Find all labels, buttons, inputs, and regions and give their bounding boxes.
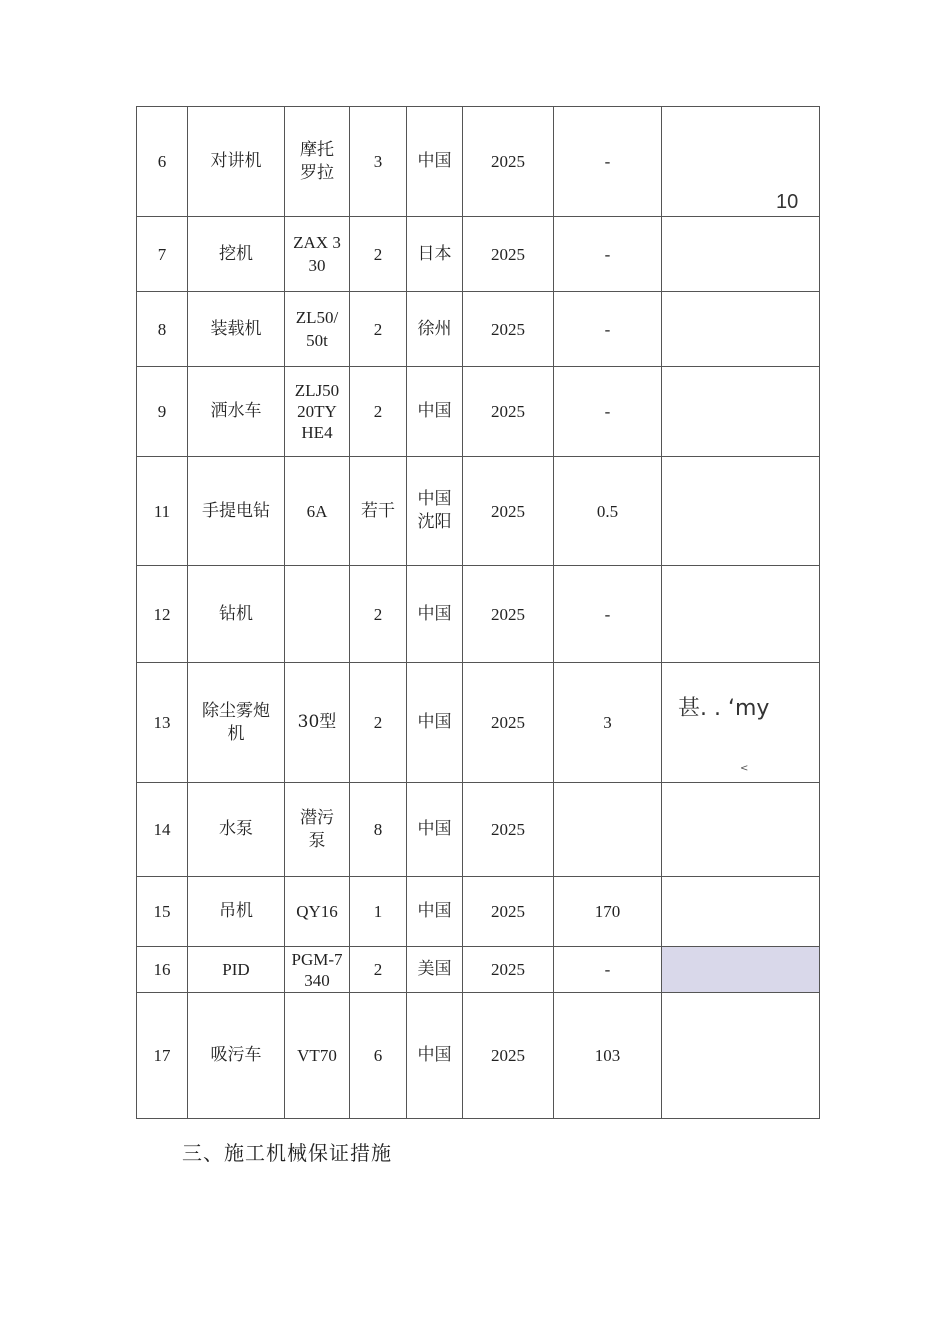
- equipment-origin: 中国: [407, 663, 463, 783]
- table-row: [137, 783, 820, 877]
- table-row: [137, 457, 820, 566]
- row-number: 16: [137, 947, 188, 993]
- table-row: [137, 217, 820, 292]
- equipment-origin: 美国: [407, 947, 463, 993]
- equipment-power: -: [554, 292, 662, 367]
- equipment-year: 2025: [463, 292, 554, 367]
- equipment-power: -: [554, 947, 662, 993]
- equipment-power: 103: [554, 993, 662, 1119]
- equipment-note: [662, 877, 820, 947]
- equipment-origin: 中国: [407, 566, 463, 663]
- equipment-year: 2025: [463, 457, 554, 566]
- equipment-name: 水泵: [188, 783, 285, 877]
- equipment-origin: 徐州: [407, 292, 463, 367]
- equipment-name: 手提电钻: [188, 457, 285, 566]
- equipment-model: [285, 566, 350, 663]
- equipment-model: ZAX 330: [285, 217, 350, 292]
- equipment-note-shaded: [662, 947, 820, 993]
- equipment-model: PGM-7340: [285, 947, 350, 993]
- equipment-origin: 中国: [407, 877, 463, 947]
- equipment-origin: 中国: [407, 783, 463, 877]
- equipment-origin: 中国: [407, 993, 463, 1119]
- equipment-name: 除尘雾炮机: [188, 663, 285, 783]
- equipment-qty: 2: [350, 947, 407, 993]
- table-row: [137, 993, 820, 1119]
- table-row: [137, 877, 820, 947]
- equipment-name: 挖机: [188, 217, 285, 292]
- equipment-qty: 2: [350, 217, 407, 292]
- equipment-year: 2025: [463, 783, 554, 877]
- equipment-note: [662, 292, 820, 367]
- equipment-power: -: [554, 566, 662, 663]
- row-number: 8: [137, 292, 188, 367]
- table-row: [137, 292, 820, 367]
- equipment-model: ZL50/ 50t: [285, 292, 350, 367]
- equipment-qty: 2: [350, 566, 407, 663]
- equipment-power: 3: [554, 663, 662, 783]
- row-number: 17: [137, 993, 188, 1119]
- table-row: [137, 947, 820, 993]
- table-row: [137, 663, 820, 783]
- equipment-qty: 8: [350, 783, 407, 877]
- equipment-name: 吊机: [188, 877, 285, 947]
- equipment-note: [662, 566, 820, 663]
- section-heading: 三、施工机械保证措施: [182, 1141, 392, 1165]
- equipment-power: -: [554, 367, 662, 457]
- equipment-origin: 中国: [407, 107, 463, 217]
- equipment-name: 对讲机: [188, 107, 285, 217]
- equipment-qty: 2: [350, 663, 407, 783]
- equipment-note: [662, 367, 820, 457]
- equipment-note: [662, 457, 820, 566]
- table-row: [137, 367, 820, 457]
- equipment-qty: 2: [350, 292, 407, 367]
- equipment-power: -: [554, 107, 662, 217]
- equipment-year: 2025: [463, 566, 554, 663]
- equipment-qty: 3: [350, 107, 407, 217]
- equipment-qty: 2: [350, 367, 407, 457]
- equipment-year: 2025: [463, 993, 554, 1119]
- equipment-qty: 若干: [350, 457, 407, 566]
- equipment-note: [662, 217, 820, 292]
- equipment-table: [136, 106, 820, 1119]
- equipment-note: [662, 993, 820, 1119]
- equipment-year: 2025: [463, 217, 554, 292]
- row-number: 14: [137, 783, 188, 877]
- note-mark: <: [740, 763, 749, 774]
- equipment-name: 洒水车: [188, 367, 285, 457]
- row-number: 12: [137, 566, 188, 663]
- equipment-year: 2025: [463, 947, 554, 993]
- equipment-model: ZLJ5020TYHE4: [285, 367, 350, 457]
- table-row: [137, 107, 820, 217]
- equipment-year: 2025: [463, 107, 554, 217]
- row-number: 9: [137, 367, 188, 457]
- row-number: 7: [137, 217, 188, 292]
- equipment-note: [662, 783, 820, 877]
- equipment-model: QY16: [285, 877, 350, 947]
- equipment-name: 钻机: [188, 566, 285, 663]
- equipment-power: -: [554, 217, 662, 292]
- row-number: 13: [137, 663, 188, 783]
- equipment-model: 6A: [285, 457, 350, 566]
- handwritten-note: 甚. . ‘my: [678, 696, 770, 721]
- equipment-name: PID: [188, 947, 285, 993]
- table-row: [137, 566, 820, 663]
- equipment-name: 装载机: [188, 292, 285, 367]
- equipment-origin: 中国: [407, 367, 463, 457]
- equipment-year: 2025: [463, 367, 554, 457]
- equipment-origin: 日本: [407, 217, 463, 292]
- equipment-qty: 6: [350, 993, 407, 1119]
- equipment-model: 30型: [285, 663, 350, 783]
- equipment-power: [554, 783, 662, 877]
- equipment-model: 摩托罗拉: [285, 107, 350, 217]
- row-number: 6: [137, 107, 188, 217]
- equipment-year: 2025: [463, 663, 554, 783]
- page-number: 10: [776, 191, 799, 213]
- equipment-model: 潜污泵: [285, 783, 350, 877]
- equipment-model: VT70: [285, 993, 350, 1119]
- equipment-qty: 1: [350, 877, 407, 947]
- equipment-power: 0.5: [554, 457, 662, 566]
- equipment-note: [662, 663, 820, 783]
- equipment-origin: 中国沈阳: [407, 457, 463, 566]
- equipment-name: 吸污车: [188, 993, 285, 1119]
- equipment-power: 170: [554, 877, 662, 947]
- equipment-year: 2025: [463, 877, 554, 947]
- row-number: 15: [137, 877, 188, 947]
- row-number: 11: [137, 457, 188, 566]
